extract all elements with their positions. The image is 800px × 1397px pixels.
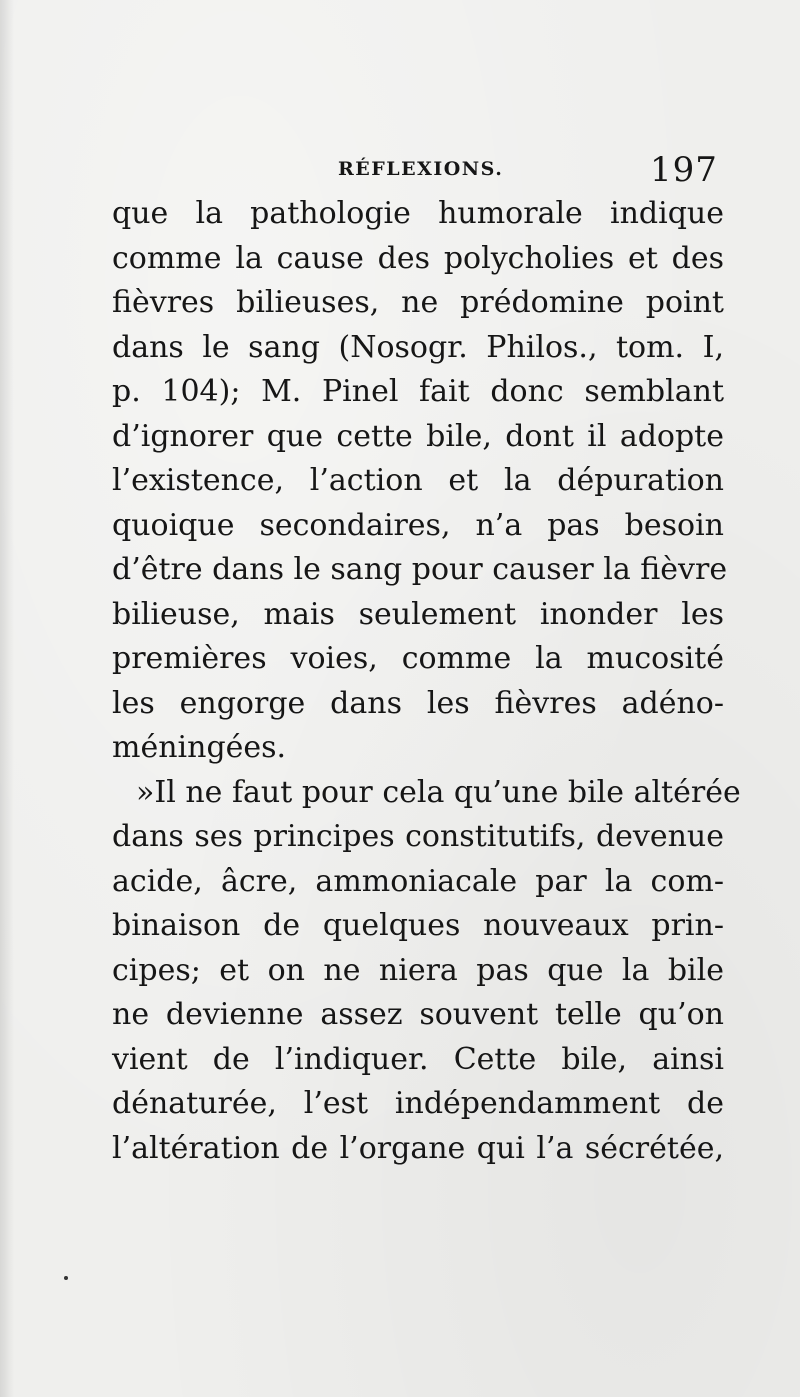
page-number: 197: [650, 150, 718, 190]
text-line: »Il ne faut pour cela qu’une bile altérée: [136, 774, 741, 810]
text-line: vient de l’indiquer. Cette bile, ainsi: [112, 1041, 724, 1077]
text-line: dénaturée, l’est indépendamment de: [112, 1086, 724, 1121]
text-line: acide, âcre, ammoniacale par la com-: [112, 863, 724, 899]
ink-speck: [64, 1276, 68, 1280]
text-line: l’altération de l’organe qui l’a sécrétée,: [112, 1130, 724, 1166]
text-line: fièvres bilieuses, ne prédomine point: [112, 285, 724, 320]
text-line: d’être dans le sang pour causer la fièvre: [112, 552, 728, 587]
text-line: d’ignorer que cette bile, dont il adopte: [112, 418, 724, 454]
text-line: bilieuse, mais seulement inonder les: [112, 596, 724, 632]
text-line: p. 104); M. Pinel fait donc semblant: [112, 374, 724, 409]
text-line: cipes; et on ne niera pas que la bile: [112, 952, 724, 988]
page-gutter-shadow: [0, 0, 14, 1397]
text-line: dans le sang (Nosogr. Philos., tom. I,: [112, 329, 724, 365]
text-line: que la pathologie humorale indique: [112, 196, 724, 231]
text-line: dans ses principes constitutifs, devenue: [112, 819, 724, 854]
text-line: comme la cause des polycholies et des: [112, 240, 724, 276]
running-header: RÉFLEXIONS.: [338, 158, 504, 180]
text-line: méningées.: [112, 730, 287, 765]
text-line: quoique secondaires, n’a pas besoin: [112, 507, 724, 543]
text-line: l’existence, l’action et la dépuration: [112, 463, 724, 498]
body-text: [112, 192, 741, 1171]
text-line: les engorge dans les fièvres adéno-: [112, 685, 724, 721]
text-line: premières voies, comme la mucosité: [112, 641, 724, 676]
text-line: ne devienne assez souvent telle qu’on: [112, 997, 724, 1032]
text-line: binaison de quelques nouveaux prin-: [112, 908, 724, 943]
